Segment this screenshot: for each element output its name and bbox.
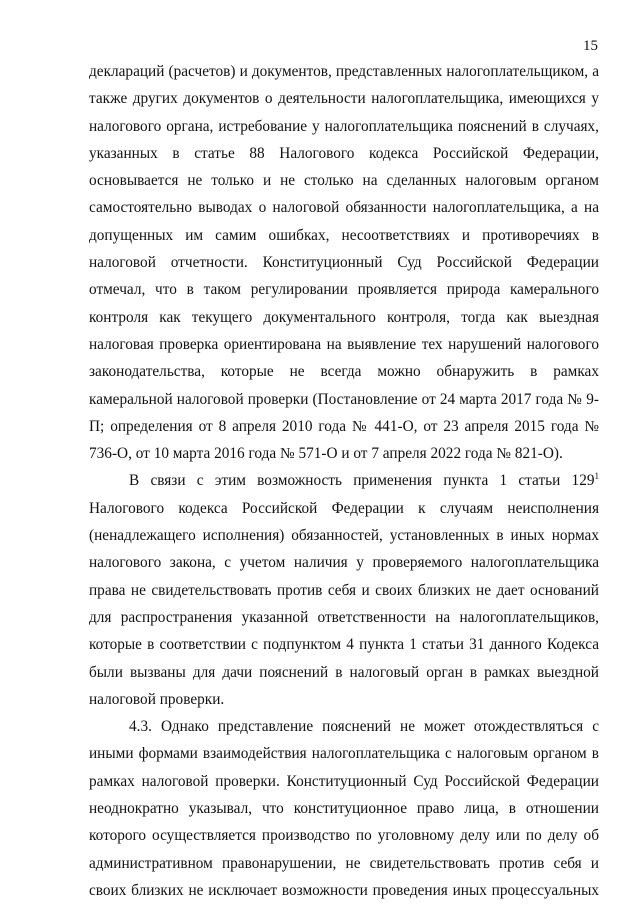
paragraph-1: деклараций (расчетов) и документов, представленных налогоплательщиком, а также других документов о деятельности налогоплательщика, имеющихся у налогового органа, истребование у налогоплательщика пояснений в случаях, указанных в статье 88 Налогового кодекса Российской Федерации, основывается не только и не столько на сделанных налоговым органом самостоятельно выводах о налоговой обязанности налогоплательщика, а на допущенных им самим ошибках, несоответствиях и противоречиях в налоговой отчетности. Конституционный Суд Российской Федерации отмечал, что в таком регулировании проявляется природа камерального контроля как текущего документального контроля, тогда как выездная налоговая проверка ориентирована на выявление тех нарушений налогового законодательства, которые не всегда можно обнаружить в рамках камеральной налоговой проверки (Постановление от 24 марта 2017 года № 9-П; определения от 8 апреля 2010 года № 441-О, от 23 апреля 2015 года № 736-О, от 10 марта 2016 года № 571-О и от 7 апреля 2022 года № 821-О). — [89, 63, 599, 463]
paragraph-2-text-end: Налогового кодекса Российской Федерации к случаям неисполнения (ненадлежащего исполнения) обязанностей, установленных в иных нормах налогового закона, с учетом наличия у проверяемого налогоплательщика права не свидетельствовать против себя и своих близких не дает оснований для распространения указанной ответственности на налогоплательщиков, которые в соответствии с подпунктом 4 пункта 1 статьи 31 данного Кодекса были вызваны для дачи пояснений в налоговый орган в рамках выездной налоговой проверки. — [89, 499, 599, 708]
page-number: 15 — [583, 38, 598, 54]
paragraph-3: 4.3. Однако представление пояснений не может отождествляться с иными формами взаимодействия налогоплательщика с налоговым органом в рамках налоговой проверки. Конституционный Суд Российской Федерации неоднократно указывал, что конституционное право лица, в отношении которого осуществляется производство по уголовному делу или по делу об административном правонарушении, не свидетельствовать против себя и своих близких не исключает возможности проведения иных процессуальных — [89, 718, 599, 899]
document-body — [89, 58, 599, 904]
paragraph-2-text-start: В связи с этим возможность применения пункта 1 статьи 129 — [129, 472, 595, 490]
footnote-superscript: 1 — [594, 471, 599, 482]
paragraph-2 — [89, 467, 599, 713]
